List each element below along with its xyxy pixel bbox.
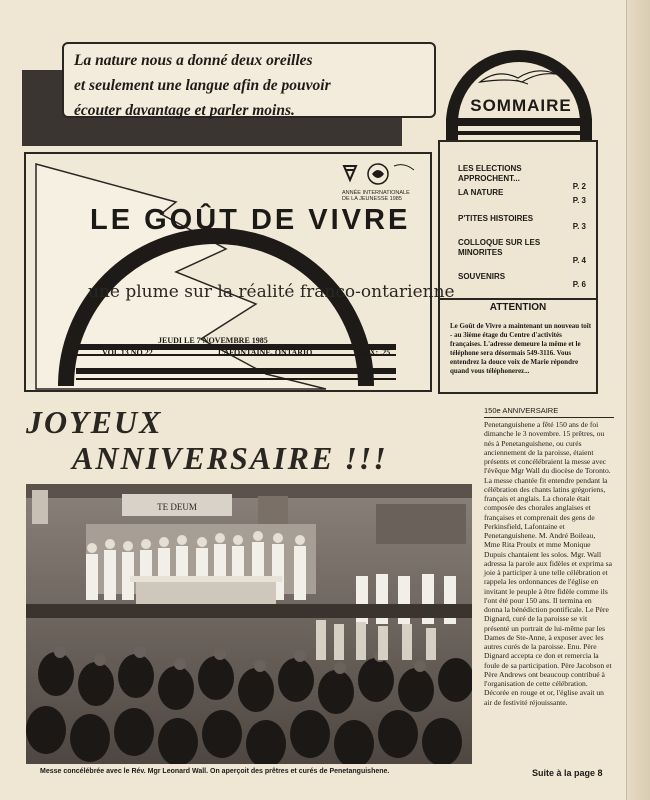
sommaire-rule bbox=[446, 118, 592, 126]
article-title: 150e ANNIVERSAIRE bbox=[484, 406, 614, 418]
issue-date: JEUDI LE 7 NOVEMBRE 1985 bbox=[158, 336, 268, 345]
issue-price: PRIX: .25 bbox=[356, 348, 391, 357]
sommaire-rule-thin bbox=[446, 131, 592, 135]
page-fold-edge bbox=[626, 0, 650, 800]
toc-item-page: P. 4 bbox=[572, 256, 586, 265]
toc-item[interactable] bbox=[458, 188, 590, 205]
attention-title: ATTENTION bbox=[489, 302, 547, 313]
sommaire-toc bbox=[438, 140, 598, 300]
seagull-icon bbox=[478, 64, 558, 90]
youth-year-text bbox=[342, 190, 432, 202]
headline-line-2: ANNIVERSAIRE !!! bbox=[72, 440, 388, 476]
youth-year-line-1: ANNÉE INTERNATIONALE bbox=[342, 190, 410, 196]
toc-item-page: P. 3 bbox=[572, 222, 586, 231]
newspaper-title: LE GOÛT DE VIVRE bbox=[90, 204, 411, 236]
toc-item-label: SOUVENIRS bbox=[458, 272, 506, 281]
banner-text: TE DEUM bbox=[157, 502, 197, 512]
article-body: Penetanguishene a fêté 150 ans de foi dimanche le 3 novembre. 15 prêtres, ou nés à Penetanguishene, ou curés anciennement de la paroisse, étaient présents et concélébraient la messe avec l'évêque Mgr Wall du diocèse de Toronto. La messe chantée fit entendre pendant la célébration des chants latins grégoriens, français et anglais. La chorale était composée des chorales anglaises et françaises et comprenait des gens de Perkinsfield, Lafontaine et Penetanguishene. M. André Boileau, Mme Rita Proulx et mme Monique Dupuis chantaient les solos. Mgr. Wall adressa la parole aux fidèles et exprima sa joie à participer à une telle célébration et rappela les ordonnances de l'église en invitant le peuple à être fidèle comme ils l'ont été pour 150 ans. Il termina en donna la bénédiction pontificale. Le Père Dignard, curé de la paroisse se vit présenté un portrait de lui-même par les Dames de Ste-Anne, à exposer avec les autres curés de la paroisse. Enu. Père Dignard accepta ce don et remercia la foule de sa participation. Père Jacobson et Père Andrews ont beaucoup contribué à l'organisation de cette célébration. Décorée en rouge et or, l'église avait un air de festivité réjouissante. bbox=[484, 420, 612, 707]
quote-line-2: et seulement une langue afin de pouvoir bbox=[74, 77, 331, 94]
toc-item-label: COLLOQUE SUR LES MINORITES bbox=[458, 238, 541, 257]
headline-line-1: JOYEUX bbox=[26, 404, 163, 440]
issue-place: LAFONTAINE, ONTARIO bbox=[218, 348, 313, 357]
toc-item[interactable] bbox=[458, 238, 590, 265]
quote-box bbox=[62, 42, 436, 118]
toc-item-label: P'TITES HISTOIRES bbox=[458, 214, 534, 223]
continued-link[interactable]: Suite à la page 8 bbox=[532, 768, 603, 778]
masthead-info-bar bbox=[102, 346, 402, 358]
attention-box bbox=[438, 298, 598, 394]
toc-item-label: LES ELECTIONS APPROCHENT... bbox=[458, 164, 522, 183]
quote-line-1: La nature nous a donné deux oreilles bbox=[74, 52, 313, 69]
toc-item-page: P. 3 bbox=[572, 196, 586, 205]
toc-item[interactable] bbox=[458, 272, 590, 289]
toc-item[interactable] bbox=[458, 164, 590, 191]
quote-line-3: écouter davantage et parler moins. bbox=[74, 102, 295, 119]
issue-volume: VOL 13 NO 22 bbox=[102, 348, 153, 357]
toc-item-label: LA NATURE bbox=[458, 188, 504, 197]
attention-text: Le Goût de Vivre a maintenant un nouveau toît - au 3ième étage du Centre d'activités françaises. L'adresse demeure la même et le téléphone sera désormais 549-3116. Vous entendrez la douce voix de Marie répondre quand vous téléphonerez... bbox=[450, 322, 592, 375]
youth-year-line-2: DE LA JEUNESSE 1985 bbox=[342, 196, 402, 202]
toc-item[interactable] bbox=[458, 214, 590, 231]
toc-item-page: P. 6 bbox=[572, 280, 586, 289]
newspaper-subtitle: une plume sur la réalité franco-ontarienne bbox=[88, 282, 455, 302]
sommaire-title: SOMMAIRE bbox=[470, 96, 572, 115]
church-photo bbox=[26, 484, 472, 764]
church-photo-image bbox=[26, 484, 472, 764]
photo-caption: Messe concélébrée avec le Rév. Mgr Leonard Wall. On aperçoit des prêtres et curés de Penetanguishene. bbox=[40, 768, 390, 775]
toc-item-page: P. 2 bbox=[572, 182, 586, 191]
masthead bbox=[24, 152, 455, 392]
